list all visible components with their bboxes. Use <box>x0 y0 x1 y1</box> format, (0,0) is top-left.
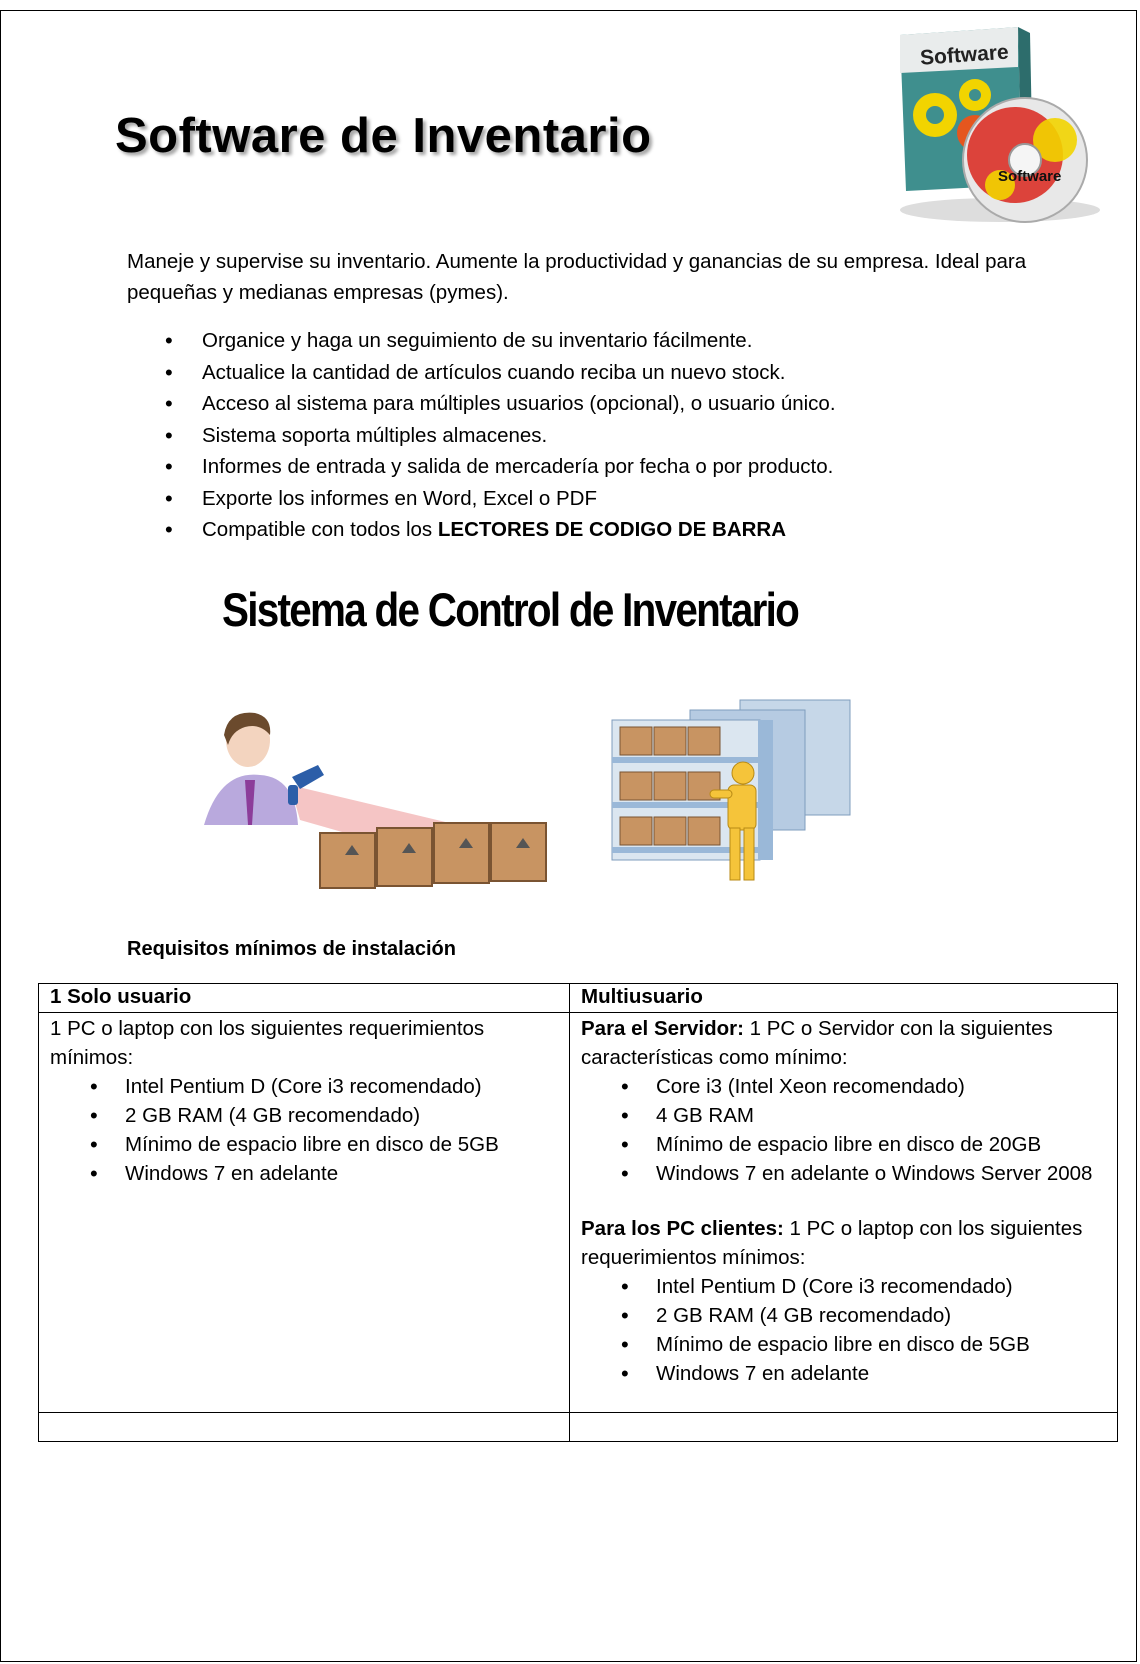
page-title: Software de Inventario <box>115 109 652 163</box>
list-item: • 2 GB RAM (4 GB recomendado) <box>581 1301 1107 1330</box>
list-item: • Exporte los informes en Word, Excel o PDF <box>165 483 836 515</box>
empty-cell <box>39 1413 570 1442</box>
list-item <box>165 514 836 546</box>
empty-cell <box>570 1413 1118 1442</box>
single-user-header: 1 Solo usuario <box>39 984 570 1013</box>
client-label: Para los PC clientes: <box>581 1217 784 1240</box>
requirements-heading: Requisitos mínimos de instalación <box>127 938 456 960</box>
list-item: • Acceso al sistema para múltiples usuarios (opcional), o usuario único. <box>165 388 836 420</box>
list-item: • Actualice la cantidad de artículos cuando reciba un nuevo stock. <box>165 357 836 389</box>
intro-paragraph: Maneje y supervise su inventario. Aumente la productividad y ganancias de su empresa. Ideal para pequeñas y medianas empresas (pymes). <box>127 250 1027 304</box>
list-item: • Intel Pentium D (Core i3 recomendado) <box>581 1272 1107 1301</box>
feature-prefix: Compatible con todos los <box>202 518 438 541</box>
software-box-image <box>890 15 1122 230</box>
multi-user-header: Multiusuario <box>570 984 1118 1013</box>
list-item: • Mínimo de espacio libre en disco de 5GB <box>581 1330 1107 1359</box>
multi-user-cell <box>570 1013 1118 1413</box>
list-item: • Core i3 (Intel Xeon recomendado) <box>581 1072 1107 1101</box>
list-item: • 4 GB RAM <box>581 1101 1107 1130</box>
disc-label: Software <box>998 168 1062 185</box>
section-title: Sistema de Control de Inventario <box>222 583 799 636</box>
box-label: Software <box>919 40 1010 70</box>
list-item: • Mínimo de espacio libre en disco de 5GB <box>50 1130 559 1159</box>
feature-bold: LECTORES DE CODIGO DE BARRA <box>437 518 787 541</box>
server-list <box>581 1072 1107 1188</box>
list-item: • Sistema soporta múltiples almacenes. <box>165 420 836 452</box>
client-list <box>581 1272 1107 1388</box>
feature-list <box>165 325 836 546</box>
single-user-intro: 1 PC o laptop con los siguientes requerimientos mínimos: <box>50 1017 485 1069</box>
server-label: Para el Servidor: <box>581 1017 744 1040</box>
server-intro-text: 1 PC o Servidor con la siguientes características como mínimo: <box>581 1017 1053 1069</box>
requirements-table <box>38 983 1118 1442</box>
list-item: • Organice y haga un seguimiento de su inventario fácilmente. <box>165 325 836 357</box>
spacer <box>581 1188 1107 1214</box>
client-intro-text: 1 PC o laptop con los siguientes requerimientos mínimos: <box>581 1217 1083 1269</box>
barcode-scanner-image <box>200 705 560 905</box>
list-item: • Windows 7 en adelante o Windows Server 2008 <box>581 1159 1107 1188</box>
table-header-row <box>39 984 1118 1013</box>
list-item: • Windows 7 en adelante <box>50 1159 559 1188</box>
single-user-cell <box>39 1013 570 1413</box>
list-item: • Windows 7 en adelante <box>581 1359 1107 1388</box>
list-item: • Mínimo de espacio libre en disco de 20GB <box>581 1130 1107 1159</box>
list-item: • Informes de entrada y salida de mercadería por fecha o por producto. <box>165 451 836 483</box>
client-intro <box>581 1214 1107 1272</box>
carton-boxes <box>320 823 546 888</box>
single-user-list <box>50 1072 559 1188</box>
list-item: • 2 GB RAM (4 GB recomendado) <box>50 1101 559 1130</box>
list-item: • Intel Pentium D (Core i3 recomendado) <box>50 1072 559 1101</box>
table-row-empty <box>39 1413 1118 1442</box>
warehouse-shelves-image <box>610 695 865 895</box>
server-intro <box>581 1014 1107 1072</box>
table-row <box>39 1013 1118 1413</box>
